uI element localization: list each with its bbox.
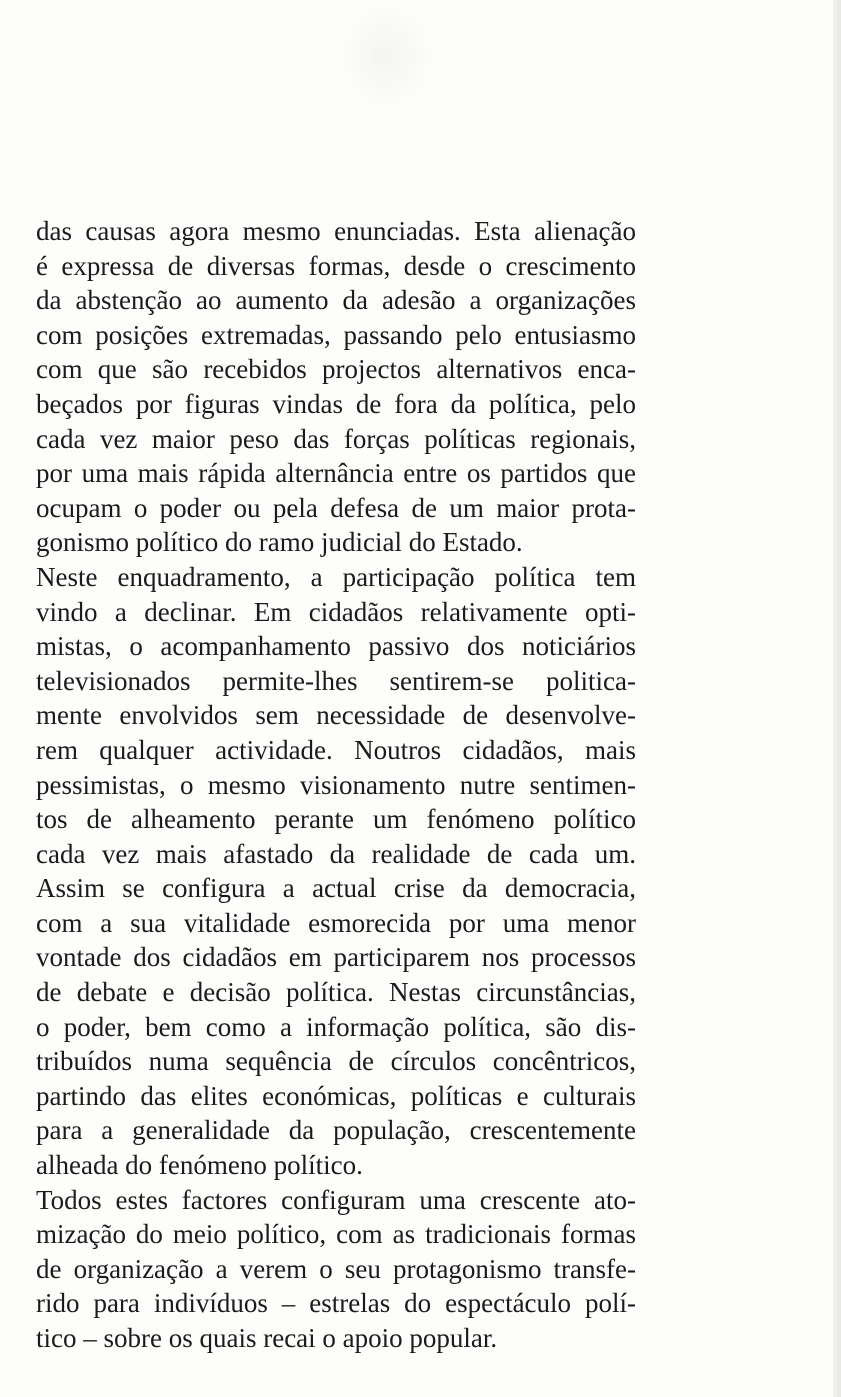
text-line: com posições extremadas, passando pelo entusiasmo [36, 319, 636, 350]
scan-smudge [338, 0, 436, 112]
text-line: o poder, bem como a informação política, são dis- [36, 1011, 636, 1042]
paragraph-3 [36, 1183, 636, 1356]
text-line: beçados por figuras vindas de fora da política, pelo [36, 388, 636, 419]
text-line: vindo a declinar. Em cidadãos relativamente opti- [36, 596, 636, 627]
text-line: rido para indivíduos – estrelas do espectáculo polí- [36, 1288, 636, 1319]
text-line: para a generalidade da população, crescentemente [36, 1115, 636, 1146]
text-line: das causas agora mesmo enunciadas. Esta alienação [36, 216, 636, 246]
text-line: cada vez maior peso das forças políticas regionais, [36, 423, 636, 454]
text-line: de debate e decisão política. Nestas circunstâncias, [36, 977, 636, 1008]
text-line: da abstenção ao aumento da adesão a organizações [36, 285, 636, 316]
text-line: mistas, o acompanhamento passivo dos noticiários [36, 631, 636, 662]
text-line: tribuídos numa sequência de círculos concêntricos, [36, 1046, 636, 1077]
text-line: é expressa de diversas formas, desde o crescimento [36, 250, 636, 281]
paragraph-1 [36, 214, 636, 560]
body-text [36, 214, 636, 1356]
text-line: Todos estes factores configuram uma crescente ato- [36, 1184, 636, 1215]
text-line: cada vez mais afastado da realidade de cada um. [36, 838, 636, 869]
text-line: de organização a verem o seu protagonismo transfe- [36, 1253, 636, 1284]
text-line: com a sua vitalidade esmorecida por uma menor [36, 907, 636, 938]
text-line: vontade dos cidadãos em participarem nos processos [36, 942, 636, 973]
text-line: por uma mais rápida alternância entre os partidos que [36, 458, 636, 489]
text-line: alheada do fenómeno político. [36, 1150, 363, 1181]
text-line: televisionados permite-lhes sentirem-se politica- [36, 665, 636, 696]
text-line: ocupam o poder ou pela defesa de um maior prota- [36, 492, 636, 523]
paragraph-2 [36, 560, 636, 1183]
text-line: partindo das elites económicas, políticas e culturais [36, 1080, 636, 1111]
text-line: rem qualquer actividade. Noutros cidadãos, mais [36, 734, 636, 765]
text-line: gonismo político do ramo judicial do Estado. [36, 527, 523, 558]
page-edge-shadow [833, 0, 841, 1397]
text-line: Assim se configura a actual crise da democracia, [36, 873, 636, 904]
text-line: tico – sobre os quais recai o apoio popular. [36, 1323, 498, 1353]
text-line: Neste enquadramento, a participação política tem [36, 561, 636, 592]
text-line: com que são recebidos projectos alternativos enca- [36, 354, 636, 385]
text-line: mente envolvidos sem necessidade de desenvolve- [36, 700, 636, 731]
text-line: mização do meio político, com as tradicionais formas [36, 1219, 636, 1250]
text-line: tos de alheamento perante um fenómeno político [36, 804, 636, 835]
text-line: pessimistas, o mesmo visionamento nutre sentimen- [36, 769, 636, 800]
